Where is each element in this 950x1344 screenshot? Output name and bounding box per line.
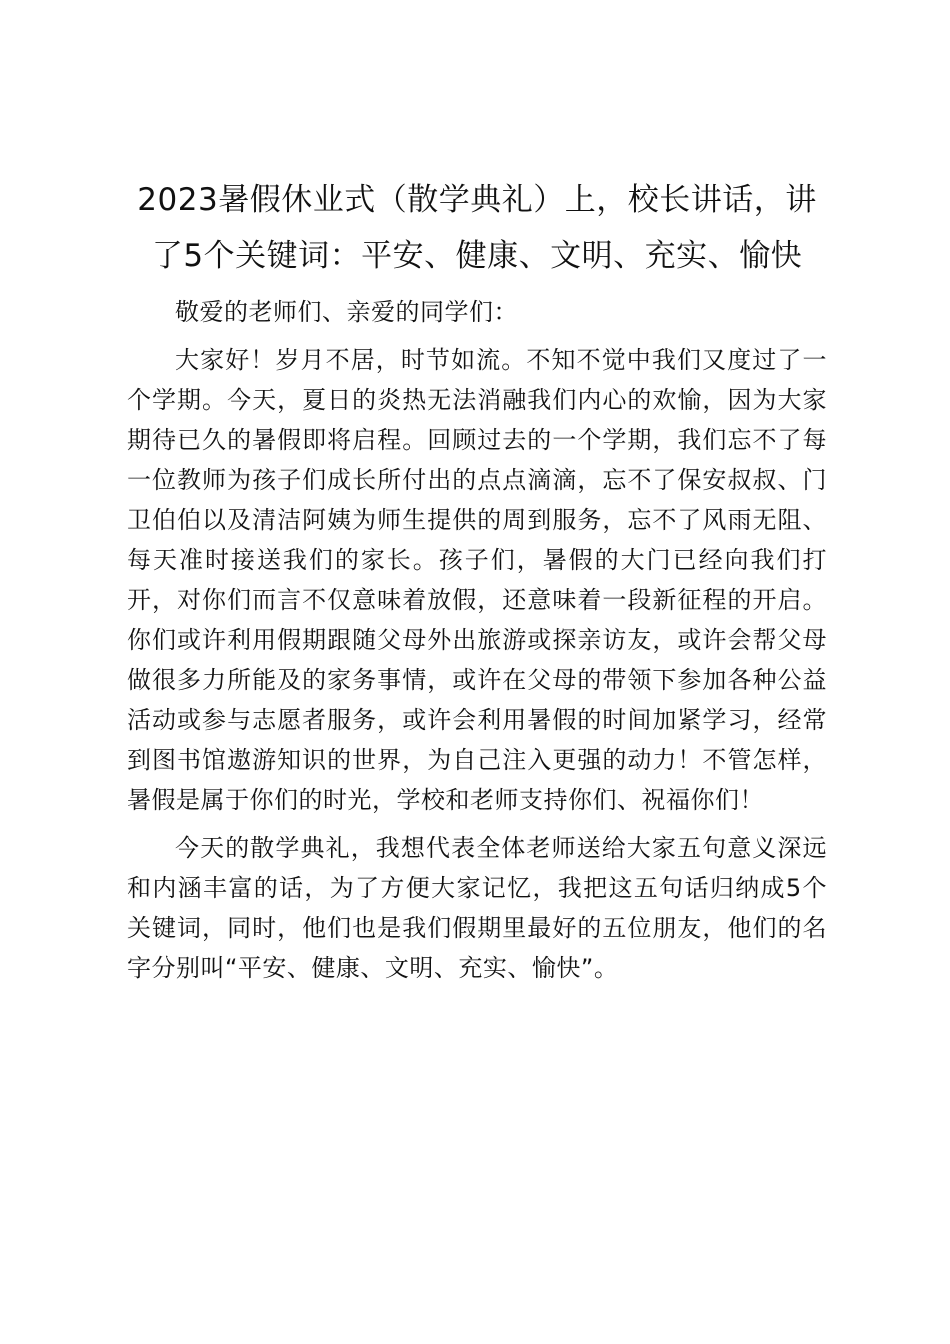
document-body <box>127 172 827 988</box>
document-title: 2023暑假休业式（散学典礼）上，校长讲话，讲了5个关键词：平安、健康、文明、充实、愉快 <box>137 182 817 274</box>
greeting-paragraph: 敬爱的老师们、亲爱的同学们： <box>175 298 518 326</box>
keywords-paragraph: 今天的散学典礼，我想代表全体老师送给大家五句意义深远和内涵丰富的话，为了方便大家记忆，我把这五句话归纳成5个关键词，同时，他们也是我们假期里最好的五位朋友，他们的名字分别叫“平安、健康、文明、充实、愉快”。 <box>127 834 827 982</box>
body-paragraph: 大家好！岁月不居，时节如流。不知不觉中我们又度过了一个学期。今天，夏日的炎热无法消融我们内心的欢愉，因为大家期待已久的暑假即将启程。回顾过去的一个学期，我们忘不了每一位教师为孩子们成长所付出的点点滴滴，忘不了保安叔叔、门卫伯伯以及清洁阿姨为师生提供的周到服务，忘不了风雨无阻、每天准时接送我们的家长。孩子们，暑假的大门已经向我们打开，对你们而言不仅意味着放假，还意味着一段新征程的开启。你们或许利用假期跟随父母外出旅游或探亲访友，或许会帮父母做很多力所能及的家务事情，或许在父母的带领下参加各种公益活动或参与志愿者服务，或许会利用暑假的时间加紧学习，经常到图书馆遨游知识的世界，为自己注入更强的动力！不管怎样，暑假是属于你们的时光，学校和老师支持你们、祝福你们！ <box>127 346 827 814</box>
